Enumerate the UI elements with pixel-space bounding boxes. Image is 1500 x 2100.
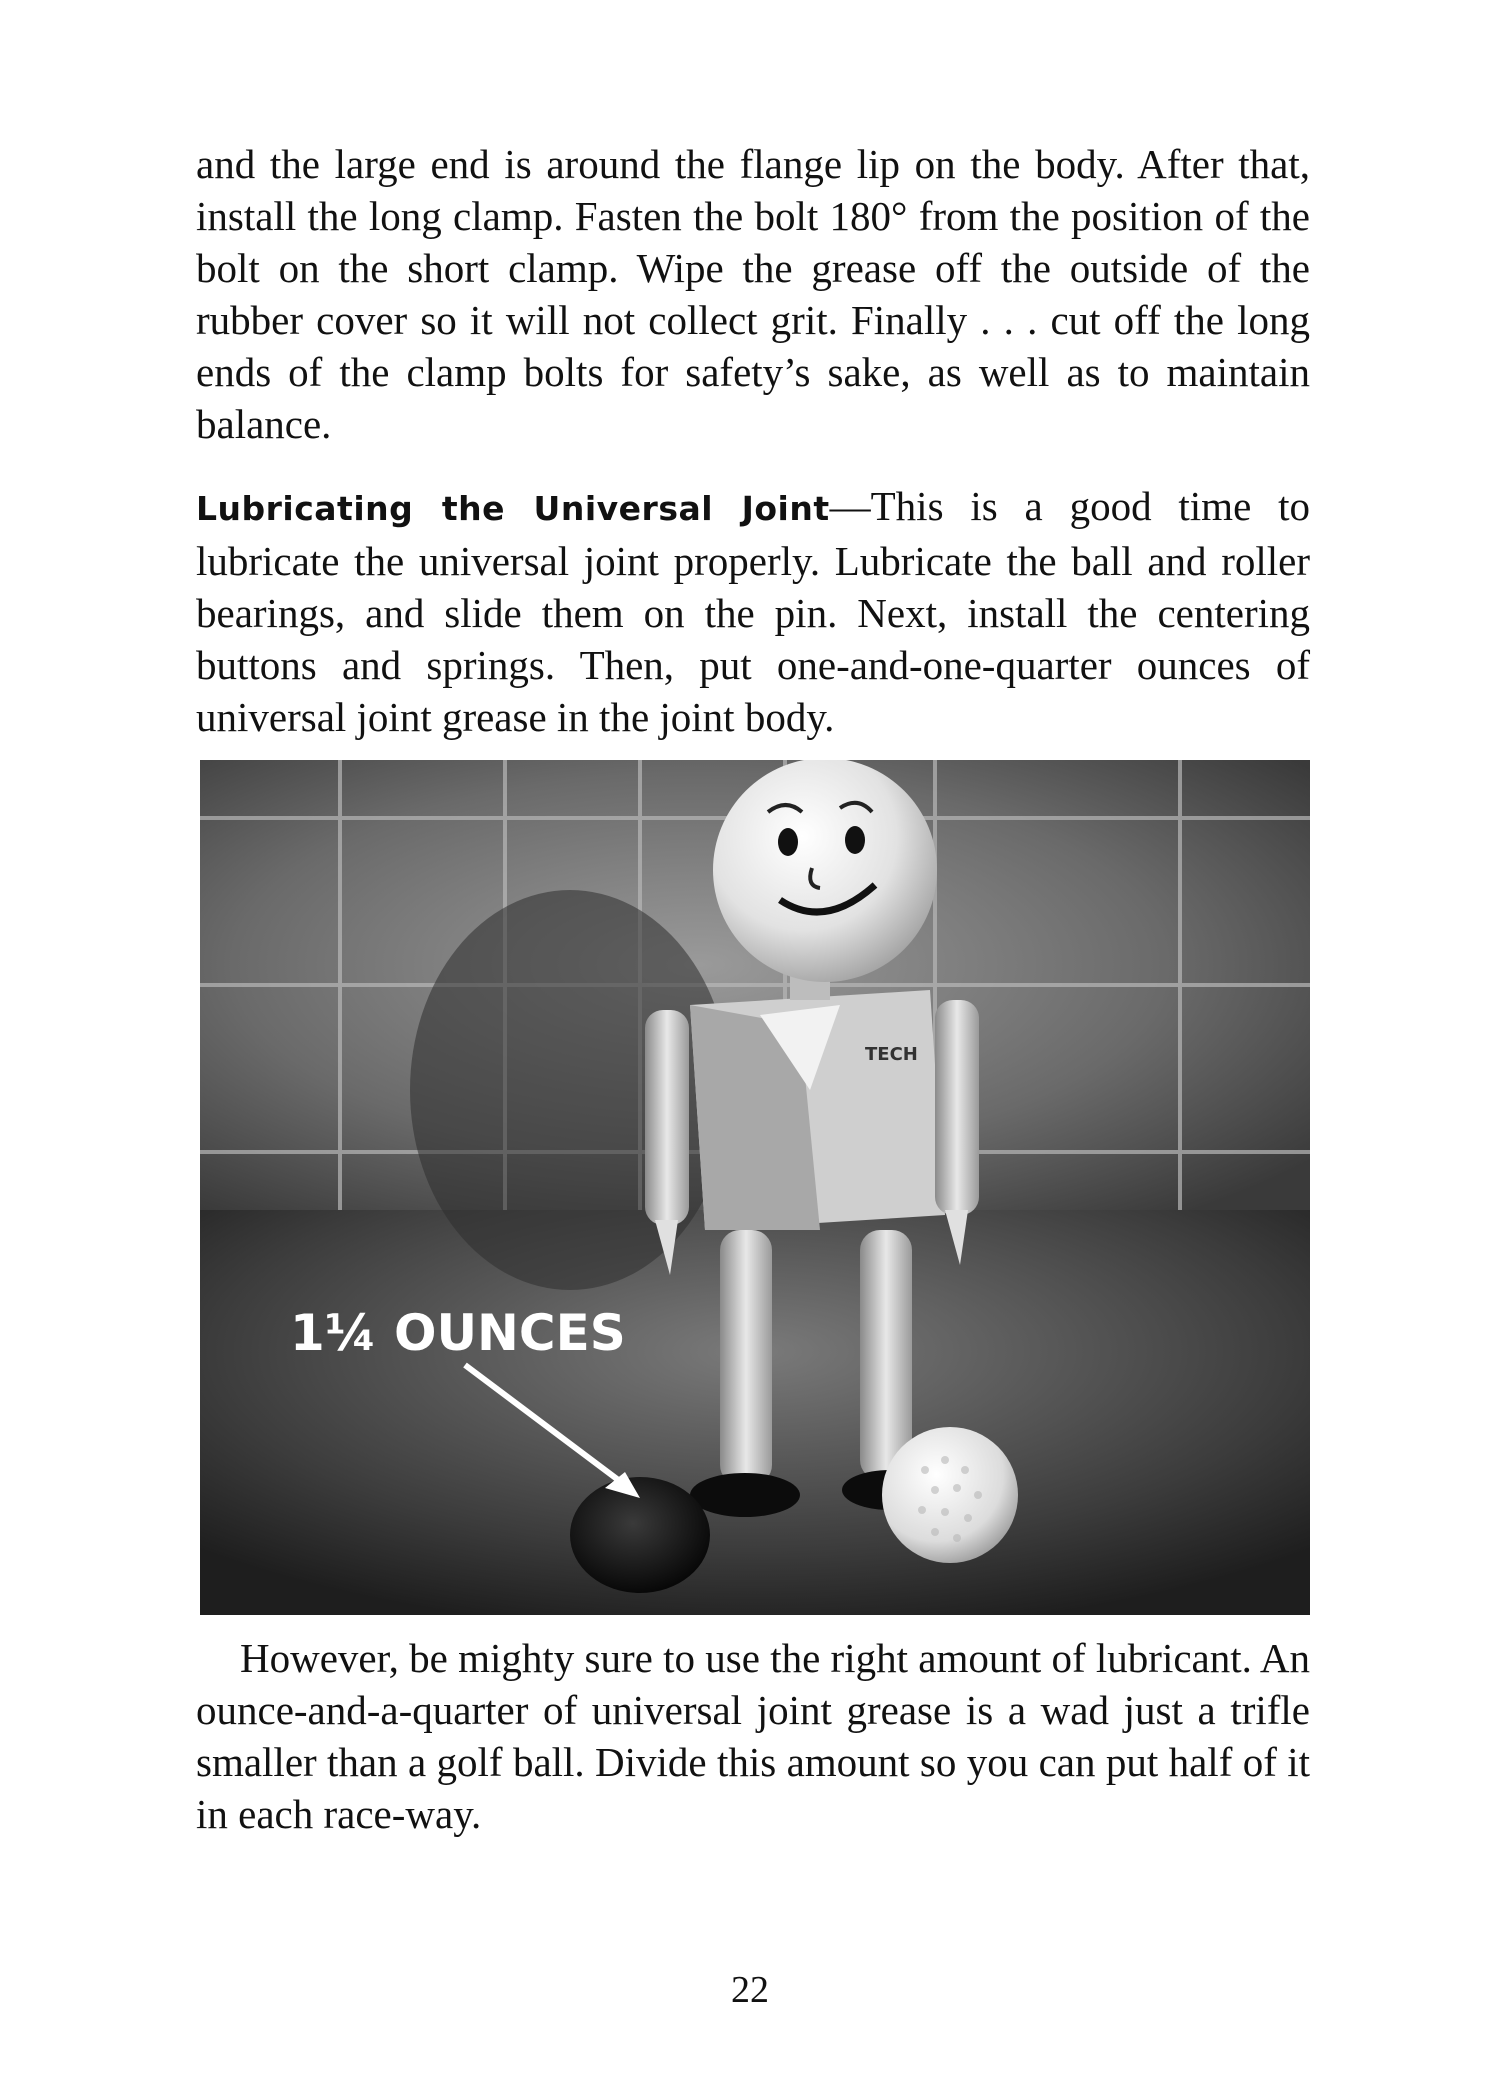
paragraph-however bbox=[196, 1632, 1310, 1840]
section-separator: — bbox=[829, 483, 871, 529]
paragraph-intro-text: and the large end is around the flange lip on the body. After that, install the long clamp. Fasten the bolt 180° from the position of the bolt on the short clamp. Wipe the grease off the outside of the rubber cover so it will not collect grit. Finally . . . cut off the long ends of the clamp bolts for safety’s sake, as well as to maintain balance. bbox=[196, 141, 1310, 447]
overlay-label: 1¼ OUNCES bbox=[290, 1304, 626, 1362]
paragraph-lubricating bbox=[196, 480, 1310, 743]
photo-robot-grease bbox=[200, 760, 1310, 1615]
section-heading: Lubricating the Universal Joint bbox=[196, 489, 830, 528]
page-number: 22 bbox=[731, 1969, 769, 2011]
section-body: This is a good time to lubricate the universal joint properly. Lubricate the ball and roller bearings, and slide them on the pin. Next, install the centering buttons and springs. Then, put one-and-one-quarter ounces of universal joint grease in the joint body. bbox=[196, 483, 1310, 740]
shirt-logo-text: TECH bbox=[865, 1044, 918, 1065]
paragraph-lubricating-text bbox=[196, 480, 1310, 743]
paragraph-however-text: However, be mighty sure to use the right amount of lubricant. An ounce-and-a-quarter of universal joint grease is a wad just a trifle smaller than a golf ball. Divide this amount so you can put half of it in each race-way. bbox=[196, 1635, 1310, 1837]
paragraph-intro bbox=[196, 138, 1310, 450]
